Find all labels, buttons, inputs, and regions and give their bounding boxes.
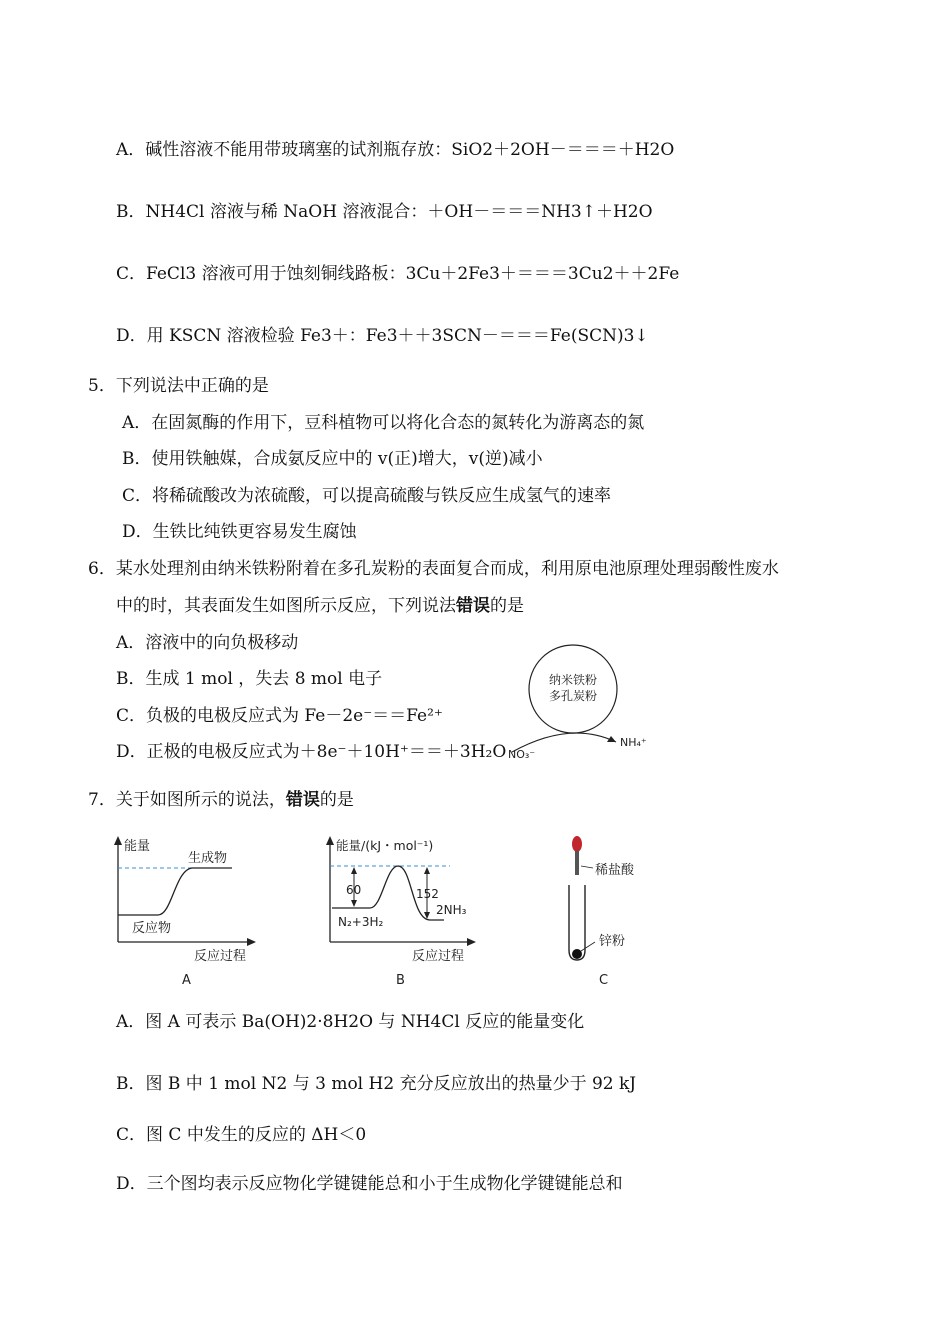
fig-c-zinc-leader xyxy=(581,942,595,951)
q5-option-b: B．使用铁触媒，合成氨反应中的 v(正)增大，v(逆)减小 xyxy=(122,449,543,469)
q6-stem-text-c: 的是 xyxy=(490,596,524,616)
q6-option-a: A．溶液中的向负极移动 xyxy=(116,633,299,653)
q7-stem xyxy=(88,788,354,812)
q6-option-c: C．负极的电极反应式为 Fe－2e⁻＝＝Fe²⁺ xyxy=(116,706,443,726)
fig-c-zinc-label: 锌粉 xyxy=(599,934,626,949)
q4-option-d: D．用 KSCN 溶液检验 Fe3＋：Fe3＋＋3SCN－＝＝＝Fe(SCN)3↓ xyxy=(116,326,649,346)
fig-a-energy-curve xyxy=(118,868,232,915)
q6-stem-emphasis: 错误 xyxy=(456,596,490,616)
q7-figure-c xyxy=(545,830,655,995)
q5-stem: 5．下列说法中正确的是 xyxy=(88,376,269,396)
q6-stem-line1: 6．某水处理剂由纳米铁粉附着在多孔炭粉的表面复合而成，利用原电池原理处理弱酸性废水 xyxy=(88,559,779,579)
fig-a-reactant: 反应物 xyxy=(132,921,172,936)
fig-a-caption: A xyxy=(182,973,191,988)
fig-a-y-arrow xyxy=(114,836,122,845)
q5-option-a: A．在固氮酶的作用下，豆科植物可以将化合态的氮转化为游离态的氮 xyxy=(122,413,645,433)
fig-b-dh-arrow-up xyxy=(424,867,430,874)
q4-option-b: B．NH4Cl 溶液与稀 NaOH 溶液混合：＋OH－＝＝＝NH3↑＋H2O xyxy=(116,202,653,222)
fig-b-ea-arrow-up xyxy=(351,867,357,874)
fig-b-product: 2NH₃ xyxy=(436,903,467,917)
fig-a-ylabel: 能量 xyxy=(124,839,151,854)
fig-c-caption: C xyxy=(599,973,609,988)
q6-option-b: B．生成 1 mol ，失去 8 mol 电子 xyxy=(116,669,383,689)
q4-option-c: C．FeCl3 溶液可用于蚀刻铜线路板：3Cu＋2Fe3＋＝＝＝3Cu2＋＋2Fe xyxy=(116,264,680,284)
q6-stem-text-a: 中的时，其表面发生如图所示反应，下列说法 xyxy=(116,596,456,616)
fig-c-test-tube xyxy=(569,885,585,960)
q7-option-c: C．图 C 中发生的反应的 ΔH＜0 xyxy=(116,1125,367,1145)
q5-option-c: C．将稀硫酸改为浓硫酸，可以提高硫酸与铁反应生成氢气的速率 xyxy=(122,486,612,506)
fig-c-acid-label: 稀盐酸 xyxy=(595,863,635,878)
q7-option-a: A．图 A 可表示 Ba(OH)2·8H2O 与 NH4Cl 反应的能量变化 xyxy=(116,1012,585,1032)
fig-c-zinc-powder xyxy=(572,949,582,959)
q7-figure-b xyxy=(312,830,492,995)
q6-figure xyxy=(490,640,670,765)
q6-reactant-label: NO₃⁻ xyxy=(508,748,536,761)
fig-b-caption: B xyxy=(396,973,405,988)
fig-a-xlabel: 反应过程 xyxy=(194,949,247,964)
fig-c-dropper-bulb xyxy=(572,836,582,852)
q7-option-d: D．三个图均表示反应物化学键键能总和小于生成物化学键键能总和 xyxy=(116,1174,623,1194)
q6-circle-label-1: 纳米铁粉 xyxy=(548,673,598,687)
fig-b-xlabel: 反应过程 xyxy=(412,949,465,964)
q6-stem-line2 xyxy=(116,594,524,618)
fig-c-acid-leader xyxy=(581,866,593,868)
q6-circle-label-2: 多孔炭粉 xyxy=(548,689,598,703)
fig-a-product: 生成物 xyxy=(188,851,228,866)
q7-stem-text-a: 7．关于如图所示的说法， xyxy=(88,790,286,810)
fig-b-dh-value: 152 xyxy=(416,887,439,901)
fig-b-ylabel: 能量/(kJ・mol⁻¹) xyxy=(336,838,434,853)
q7-stem-emphasis: 错误 xyxy=(285,790,320,810)
q7-stem-text-c: 的是 xyxy=(319,790,354,810)
fig-b-reactant: N₂+3H₂ xyxy=(338,915,384,929)
q5-option-d: D．生铁比纯铁更容易发生腐蚀 xyxy=(122,522,357,542)
fig-b-x-arrow xyxy=(467,938,476,946)
q7-figure-a xyxy=(100,830,270,995)
fig-c-dropper-tube xyxy=(575,851,579,875)
q7-option-b: B．图 B 中 1 mol N2 与 3 mol H2 充分反应放出的热量少于 92 kJ xyxy=(116,1074,637,1094)
fig-b-y-arrow xyxy=(326,836,334,845)
fig-b-ea-value: 60 xyxy=(346,883,362,897)
q4-option-a: A．碱性溶液不能用带玻璃塞的试剂瓶存放：SiO2＋2OH－＝＝＝＋H2O xyxy=(116,140,675,160)
q6-option-d: D．正极的电极反应式为＋8e⁻＋10H⁺＝＝＋3H₂O xyxy=(116,742,507,762)
fig-a-x-arrow xyxy=(247,938,256,946)
fig-b-ea-arrow-down xyxy=(351,900,357,907)
q6-product-label: NH₄⁺ xyxy=(620,736,647,749)
